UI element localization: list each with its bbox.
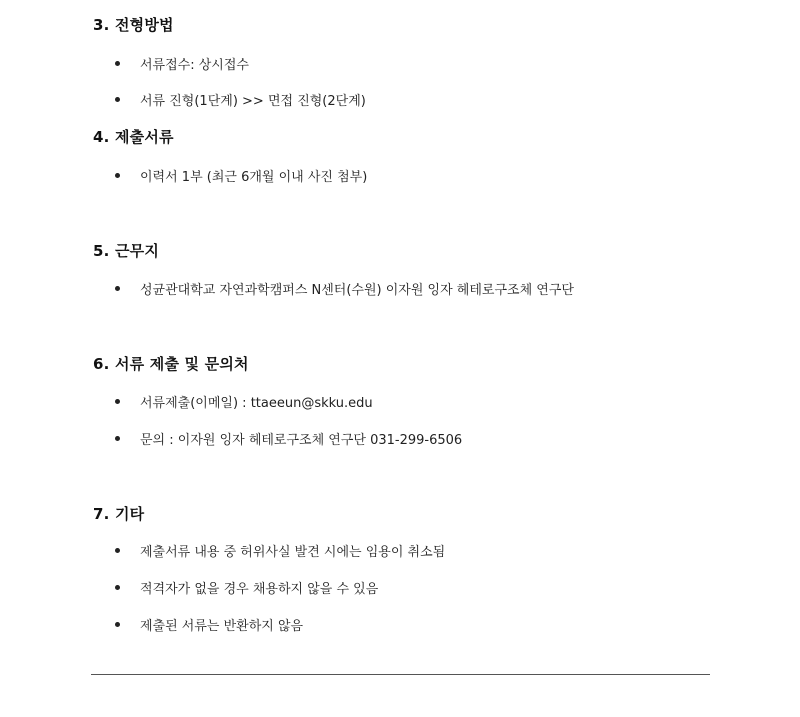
list-item-text: 서류 진형(1단계) >> 면접 진형(2단계) bbox=[140, 94, 366, 109]
list-item-text: 제출된 서류는 반환하지 않음 bbox=[140, 619, 304, 634]
list-item bbox=[115, 54, 249, 73]
list-item bbox=[115, 615, 303, 634]
list-item bbox=[115, 541, 445, 560]
section-heading-selection-method: 3. 전형방법 bbox=[93, 16, 174, 34]
bullet-icon bbox=[115, 173, 120, 178]
list-item bbox=[115, 90, 366, 109]
bullet-icon bbox=[115, 622, 120, 627]
list-item bbox=[115, 279, 574, 298]
section-heading-workplace: 5. 근무지 bbox=[93, 242, 160, 260]
bullet-icon bbox=[115, 548, 120, 553]
list-item bbox=[115, 392, 373, 411]
list-item-text: 성균관대학교 자연과학캠퍼스 N센터(수원) 이자원 잉자 헤테로구조체 연구단 bbox=[140, 283, 574, 298]
bullet-icon bbox=[115, 97, 120, 102]
list-item-text: 적격자가 없을 경우 채용하지 않을 수 있음 bbox=[140, 582, 379, 597]
list-item-text: 이력서 1부 (최근 6개월 이내 사진 첨부) bbox=[140, 170, 368, 185]
list-item bbox=[115, 166, 367, 185]
bullet-icon bbox=[115, 585, 120, 590]
section-heading-contact: 6. 서류 제출 및 문의처 bbox=[93, 355, 249, 373]
bullet-icon bbox=[115, 436, 120, 441]
divider-line bbox=[91, 674, 710, 675]
list-item bbox=[115, 429, 462, 448]
email-text[interactable]: 서류제출(이메일) : ttaeeun@skku.edu bbox=[140, 396, 373, 411]
bullet-icon bbox=[115, 61, 120, 66]
list-item-text: 문의 : 이자원 잉자 헤테로구조체 연구단 031-299-6506 bbox=[140, 433, 463, 448]
list-item bbox=[115, 578, 378, 597]
list-item-text: 서류접수: 상시접수 bbox=[140, 58, 249, 73]
section-heading-documents: 4. 제출서류 bbox=[93, 128, 174, 146]
bullet-icon bbox=[115, 399, 120, 404]
bullet-icon bbox=[115, 286, 120, 291]
section-heading-etc: 7. 기타 bbox=[93, 505, 145, 523]
list-item-text: 제출서류 내용 중 허위사실 발견 시에는 임용이 취소됨 bbox=[140, 545, 446, 560]
